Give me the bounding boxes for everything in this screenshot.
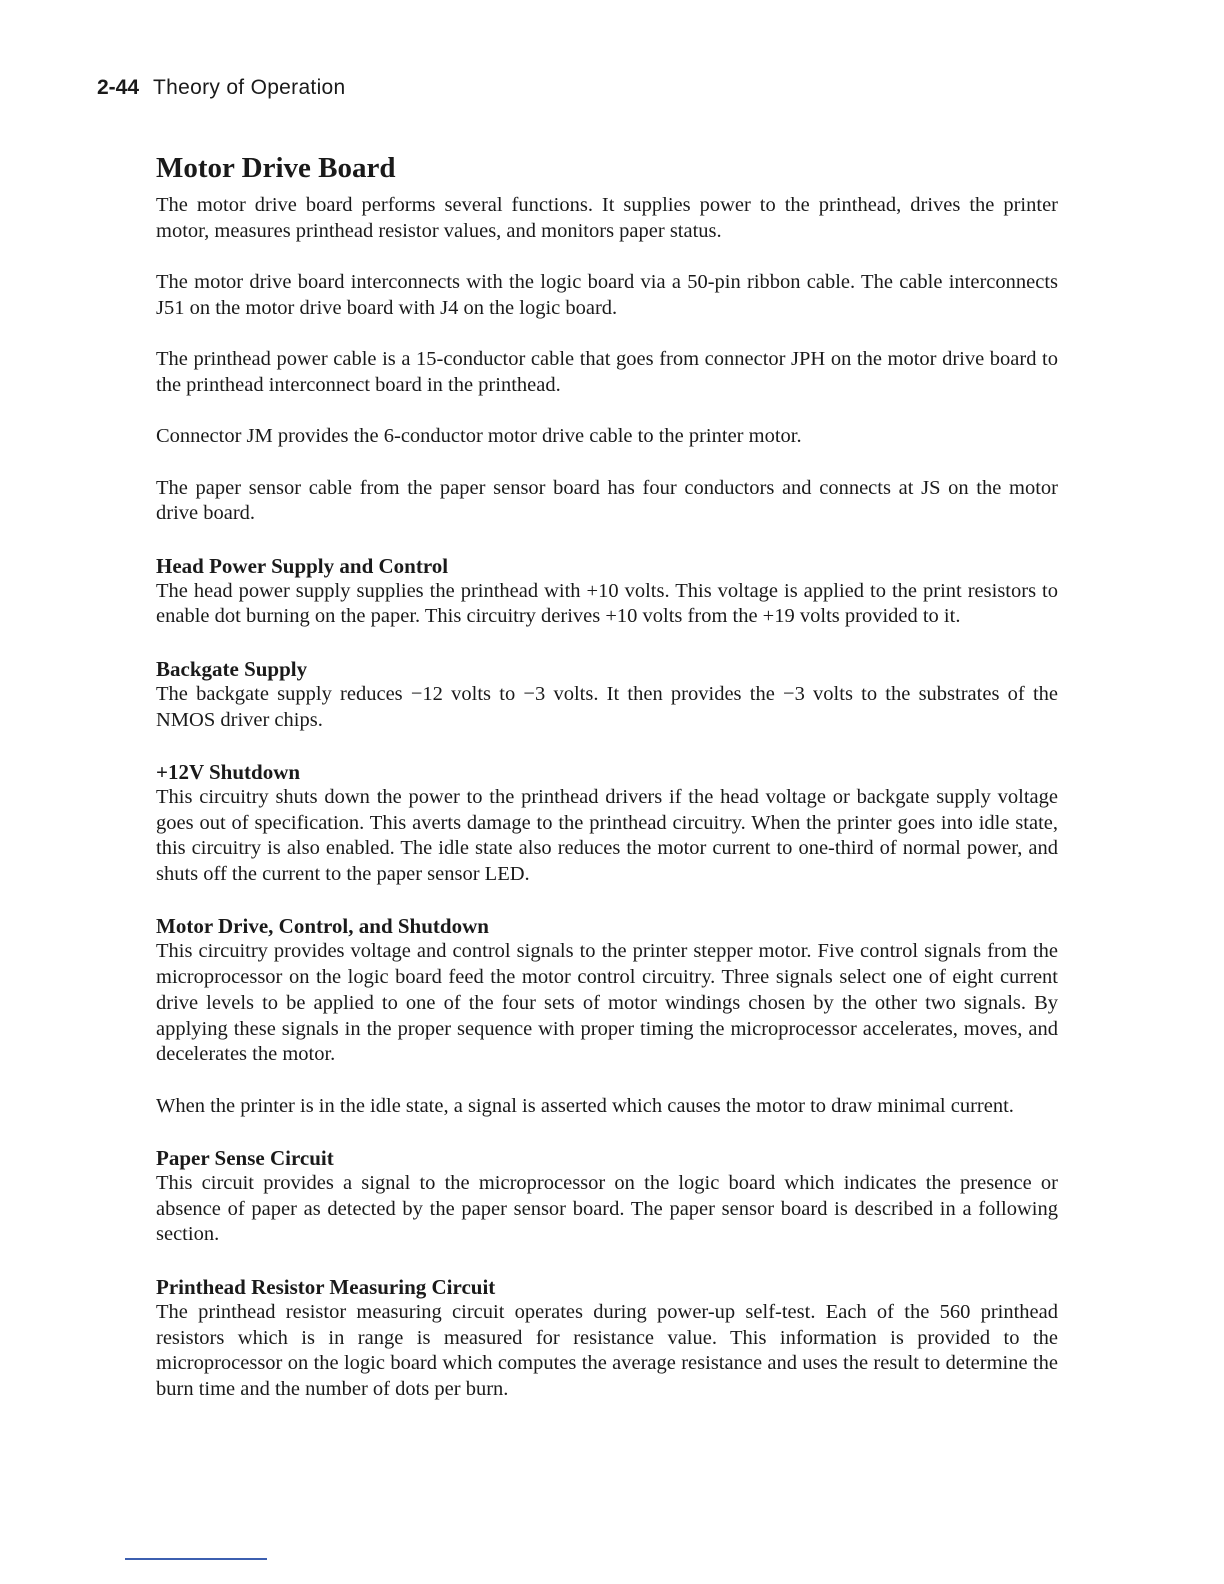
running-header bbox=[97, 76, 346, 100]
section-paragraph: This circuitry shuts down the power to the printhead drivers if the head voltage or backgate supply voltage goes out of specification. This averts damage to the printhead circuitry. When the printer goes into idle state, this circuitry is also enabled. The idle state also reduces the motor current to one-third of normal power, and shuts off the current to the paper sensor LED. bbox=[156, 785, 1058, 886]
section-heading: Backgate Supply bbox=[156, 656, 308, 681]
section-heading: Motor Drive, Control, and Shutdown bbox=[156, 914, 489, 939]
section-resistor-measuring bbox=[156, 1274, 1058, 1403]
section-paragraph: This circuitry provides voltage and control signals to the printer stepper motor. Five control signals from the microprocessor on the logic board feed the motor control circuitry. Three signals select one of eight current drive levels to be applied to one of the four sets of motor windings chosen by the other two signals. By applying these signals in the proper sequence with proper timing the microprocessor accelerates, moves, and decelerates the motor. bbox=[156, 940, 1058, 1066]
section-paragraph: This circuit provides a signal to the microprocessor on the logic board which indicates the presence or absence of paper as detected by the paper sensor board. The paper sensor board is described in a following section. bbox=[156, 1172, 1058, 1246]
section-title: Theory of Operation bbox=[153, 76, 346, 99]
page-number: 2-44 bbox=[97, 76, 140, 99]
section-paragraph: The head power supply supplies the printhead with +10 volts. This voltage is applied to the print resistors to enable dot burning on the paper. This circuitry derives +10 volts from the +19 volts provided to it. bbox=[156, 579, 1058, 628]
section-motor-drive bbox=[156, 913, 1058, 1119]
intro-paragraph: The paper sensor cable from the paper sensor board has four conductors and connects at JS on the motor drive board. bbox=[156, 476, 1058, 525]
section-paragraph: The printhead resistor measuring circuit operates during power-up self-test. Each of the 560 printhead resistors which is in range is measured for resistance value. This information is provided to the microprocessor on the logic board which computes the average resistance and uses the result to determine the burn time and the number of dots per burn. bbox=[156, 1300, 1058, 1400]
intro-paragraph: The motor drive board performs several functions. It supplies power to the printhead, drives the printer motor, measures printhead resistor values, and monitors paper status. bbox=[156, 194, 1058, 242]
section-12v-shutdown bbox=[156, 759, 1058, 888]
section-heading: Printhead Resistor Measuring Circuit bbox=[156, 1274, 496, 1299]
section-paragraph: The backgate supply reduces −12 volts to −3 volts. It then provides the −3 volts to the substrates of the NMOS driver chips. bbox=[156, 682, 1058, 731]
section-heading: Paper Sense Circuit bbox=[156, 1146, 334, 1171]
section-head-power-supply bbox=[156, 553, 1058, 630]
section-heading: Head Power Supply and Control bbox=[156, 553, 449, 578]
footer-rule bbox=[125, 1558, 267, 1560]
section-backgate-supply bbox=[156, 656, 1058, 733]
main-content bbox=[156, 152, 1058, 1428]
page-title: Motor Drive Board bbox=[156, 152, 396, 184]
section-heading: +12V Shutdown bbox=[156, 759, 301, 784]
intro-paragraph: The printhead power cable is a 15-conductor cable that goes from connector JPH on the motor drive board to the printhead interconnect board in the printhead. bbox=[156, 348, 1058, 396]
section-paper-sense bbox=[156, 1145, 1058, 1248]
section-paragraph: When the printer is in the idle state, a signal is asserted which causes the motor to draw minimal current. bbox=[156, 1094, 1014, 1117]
intro-paragraph: The motor drive board interconnects with the logic board via a 50-pin ribbon cable. The cable interconnects J51 on the motor drive board with J4 on the logic board. bbox=[156, 271, 1058, 319]
intro-paragraph: Connector JM provides the 6-conductor motor drive cable to the printer motor. bbox=[156, 425, 802, 448]
